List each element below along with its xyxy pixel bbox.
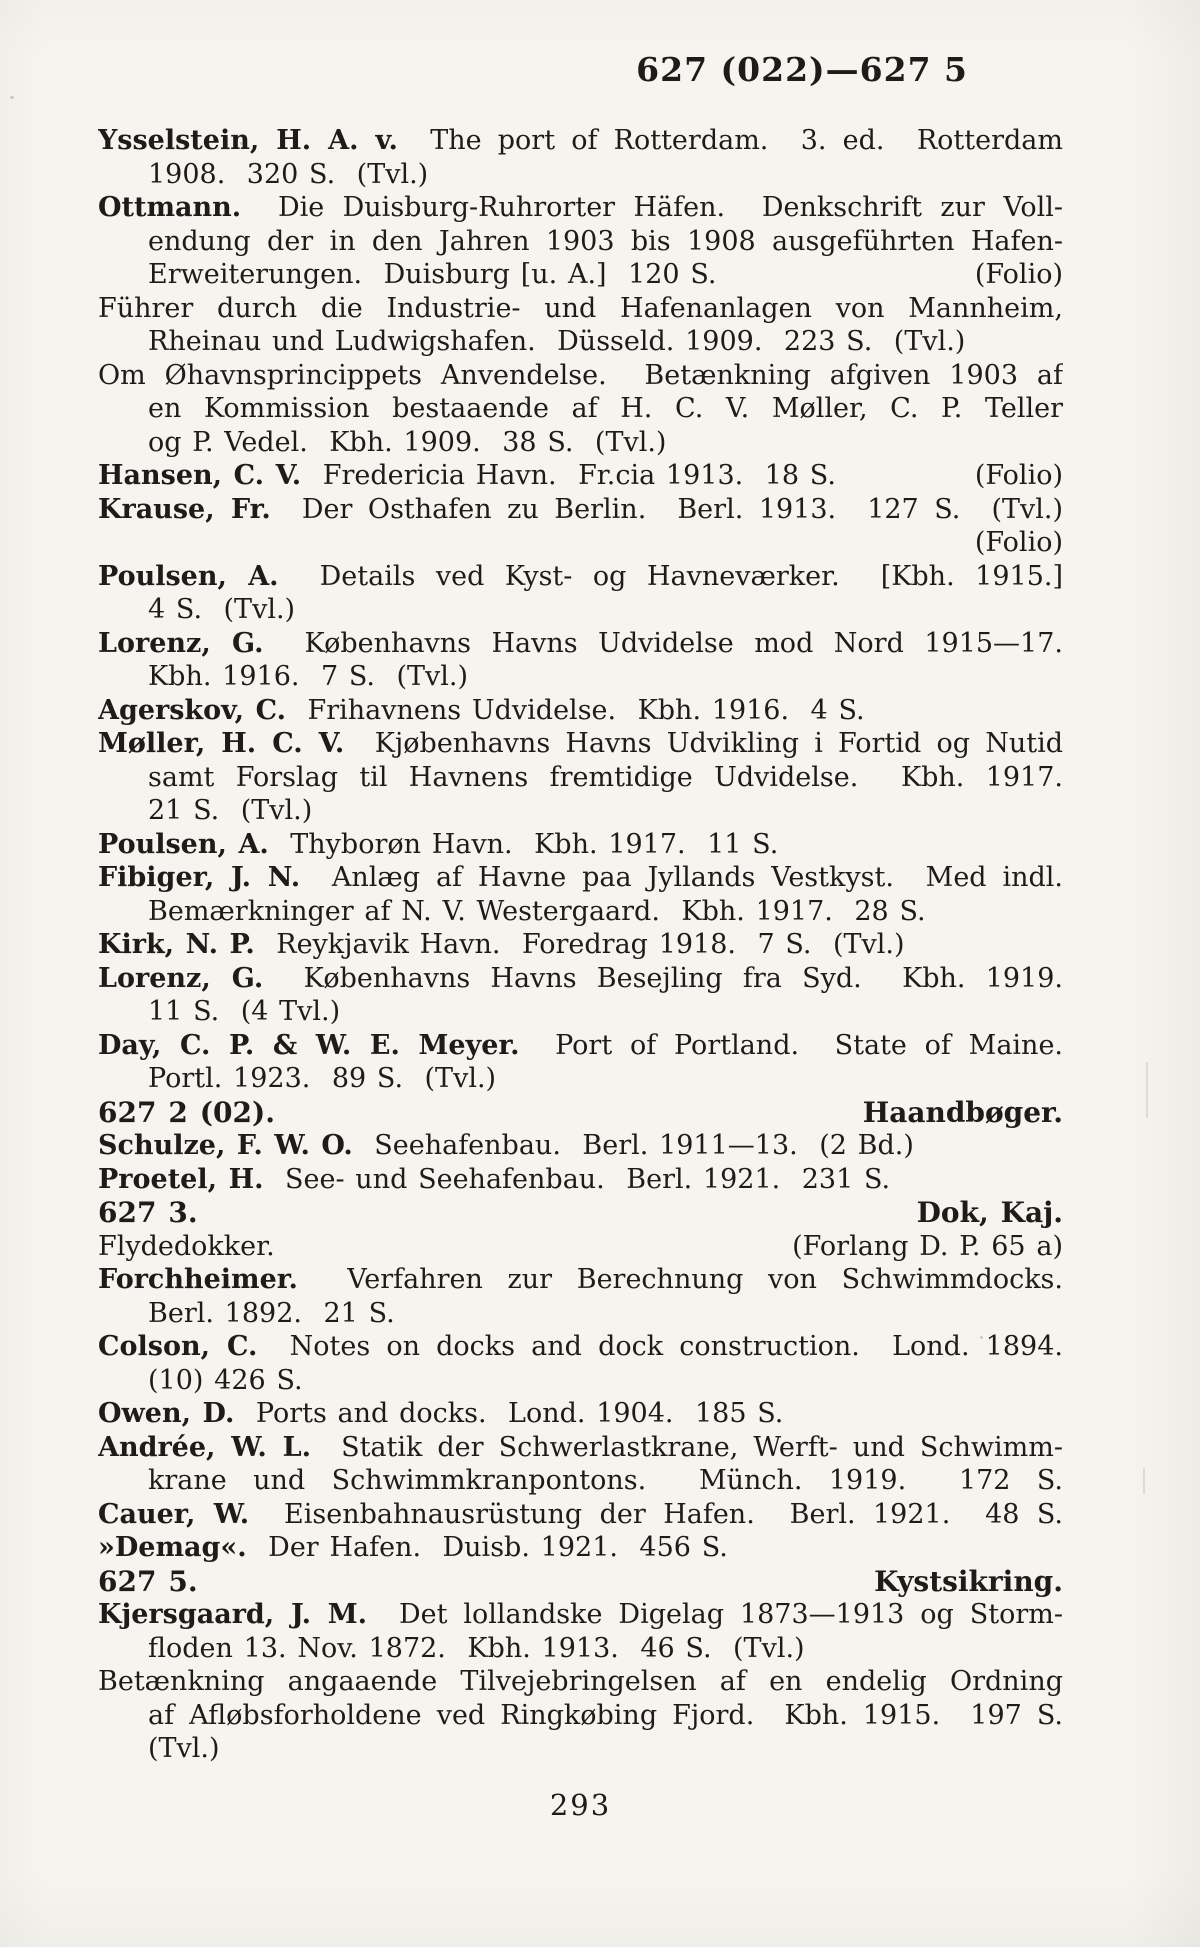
entry-line <box>98 694 1063 728</box>
entry-author: Owen, D. <box>98 1398 235 1429</box>
entry-text: Københavns Havns Udvidelse mod Nord 1915—17. <box>263 627 1063 659</box>
entry-line <box>98 1498 1063 1532</box>
entry-line <box>98 660 1063 694</box>
entry-line <box>98 1732 1063 1766</box>
entry-author: Andrée, W. L. <box>98 1431 312 1463</box>
entry-line <box>98 928 1063 962</box>
entry-line <box>98 526 1063 560</box>
entry-author: Kirk, N. P. <box>98 929 255 960</box>
entry-text: Om Øhavnsprincippets Anvendelse. Betænkning afgiven 1903 af <box>98 359 1063 391</box>
entry-text: Die Duisburg-Ruhrorter Häfen. Denkschrift zur Voll- <box>241 192 1063 223</box>
entry-line <box>98 1464 1063 1498</box>
split-left <box>98 459 836 493</box>
scan-speck <box>240 142 243 145</box>
entry-text: krane und Schwimmkranpontons. Münch. 1919. 172 S. <box>148 1465 1063 1496</box>
entry-author: Lorenz, G. <box>98 627 264 659</box>
page-number: 293 <box>549 1788 612 1822</box>
split-left <box>98 1230 275 1264</box>
entry-line <box>98 1364 1063 1398</box>
entry-line <box>98 627 1063 661</box>
entry-text: Anlæg af Havne paa Jyllands Vestkyst. Med indl. <box>300 862 1063 893</box>
entry-text: Frihavnens Udvidelse. Kbh. 1916. 4 S. <box>286 694 865 726</box>
entry-line <box>98 962 1063 996</box>
entry-text: (Tvl.) <box>148 1733 220 1764</box>
entry-line <box>98 191 1063 225</box>
entry-line <box>98 1699 1063 1733</box>
entry-line <box>98 1531 1063 1565</box>
entry-line <box>98 1129 1063 1163</box>
entry-line <box>98 1263 1063 1297</box>
entry-author: Lorenz, G. <box>98 962 264 994</box>
entry-text: Notes on docks and dock construction. Lond. 1894. <box>257 1331 1063 1362</box>
entry-line <box>98 1330 1063 1364</box>
entry-line <box>98 828 1063 862</box>
entry-text: Kbh. 1916. 7 S. (Tvl.) <box>148 661 469 692</box>
entry-text: Seehafenbau. Berl. 1911—13. (2 Bd.) <box>352 1130 914 1161</box>
entry-text: Betænkning angaaende Tilvejebringelsen af en endelig Ordning <box>98 1666 1063 1697</box>
split-right: (Folio) <box>974 460 1063 491</box>
split-left <box>98 1565 198 1599</box>
entry-text: samt Forslag til Havnens fremtidige Udvidelse. Kbh. 1917. <box>148 761 1063 793</box>
entry-text: Erweiterungen. Duisburg [u. A.] 120 S. <box>148 259 717 290</box>
entry-text: Ports and docks. Lond. 1904. 185 S. <box>234 1398 784 1429</box>
entry-author: Forchheimer. <box>98 1264 298 1295</box>
entry-line <box>98 493 1063 527</box>
entry-text: Kjøbenhavns Havns Udvikling i Fortid og Nutid <box>344 728 1063 759</box>
entry-line <box>98 325 1063 359</box>
entry-text: The port of Rotterdam. 3. ed. Rotterdam <box>397 125 1063 156</box>
entry-author: Hansen, C. V. <box>98 460 302 491</box>
entry-author: 627 3. <box>98 1196 198 1229</box>
entry-author: Fibiger, J. N. <box>98 862 301 893</box>
entry-line <box>98 727 1063 761</box>
entry-text: Portl. 1923. 89 S. (Tvl.) <box>148 1063 497 1094</box>
entry-text: Statik der Schwerlastkrane, Werft- und Schwimm- <box>311 1431 1063 1463</box>
entry-author: Ottmann. <box>98 192 242 223</box>
entry-line <box>98 225 1063 259</box>
entry-line <box>98 1665 1063 1699</box>
entry-line <box>98 593 1063 627</box>
entry-line <box>98 794 1063 828</box>
entry-author: Schulze, F. W. O. <box>98 1130 353 1161</box>
entry-text: Eisenbahnausrüstung der Hafen. Berl. 1921. 48 S. <box>249 1498 1063 1530</box>
classmark-header: 627 (022)—627 5 <box>636 50 968 89</box>
split-right: (Forlang D. P. 65 a) <box>792 1230 1063 1262</box>
entry-text: Verfahren zur Berechnung von Schwimmdocks. <box>297 1264 1063 1295</box>
scan-scratch <box>1143 1468 1145 1494</box>
scan-scratch <box>1146 1062 1148 1118</box>
entry-line <box>98 258 1063 292</box>
entry-line <box>98 1431 1063 1465</box>
entry-text: Flydedokker. <box>98 1230 275 1262</box>
entry-line <box>98 1397 1063 1431</box>
entry-line <box>98 124 1063 158</box>
split-right: Haandbøger. <box>862 1095 1063 1129</box>
entry-line <box>98 761 1063 795</box>
split-right: Kystsikring. <box>874 1564 1063 1598</box>
entry-line <box>98 1598 1063 1632</box>
entry-text: (Folio) <box>974 527 1063 558</box>
entry-line <box>98 1062 1063 1096</box>
entry-line <box>98 560 1063 594</box>
entry-text: en Kommission bestaaende af H. C. V. Møller, C. P. Teller <box>148 393 1063 424</box>
entry-line <box>98 158 1063 192</box>
split-right: Dok, Kaj. <box>916 1196 1063 1229</box>
scan-speck <box>980 1336 983 1339</box>
entry-author: Agerskov, C. <box>98 694 287 726</box>
entry-author: 627 5. <box>98 1564 198 1598</box>
entry-text: Det lollandske Digelag 1873—1913 og Storm- <box>367 1599 1063 1630</box>
split-left <box>98 1196 198 1230</box>
entry-line <box>98 426 1063 460</box>
entry-text: Details ved Kyst- og Havneværker. [Kbh. 1915.] <box>278 560 1063 592</box>
entry-text: See- und Seehafenbau. Berl. 1921. 231 S. <box>263 1163 891 1195</box>
entry-text: Der Osthafen zu Berlin. Berl. 1913. 127 S. (Tvl.) <box>270 493 1063 525</box>
entry-text: 4 S. (Tvl.) <box>148 594 296 625</box>
entry-line <box>98 1029 1063 1063</box>
entry-text: Thyborøn Havn. Kbh. 1917. 11 S. <box>268 828 779 860</box>
entry-line <box>98 359 1063 393</box>
entry-text: endung der in den Jahren 1903 bis 1908 ausgeführten Hafen- <box>148 225 1063 257</box>
entry-line <box>98 392 1063 426</box>
entry-line <box>98 995 1063 1029</box>
section-heading-line <box>98 1196 1063 1230</box>
entry-text: og P. Vedel. Kbh. 1909. 38 S. (Tvl.) <box>148 426 667 458</box>
entry-text: Rheinau und Ludwigshafen. Düsseld. 1909. 223 S. (Tvl.) <box>148 326 966 357</box>
entry-text: Fredericia Havn. Fr.cia 1913. 18 S. <box>301 460 836 491</box>
split-left <box>98 1096 275 1130</box>
entry-author: Colson, C. <box>98 1331 258 1362</box>
entry-author: Poulsen, A. <box>98 828 269 860</box>
entry-line <box>98 895 1063 929</box>
entry-line <box>98 459 1063 493</box>
entry-author: Ysselstein, H. A. v. <box>98 125 398 156</box>
entry-line <box>98 1632 1063 1666</box>
entry-author: 627 2 (02). <box>98 1095 275 1129</box>
entry-line <box>98 1230 1063 1264</box>
entry-author: Kjersgaard, J. M. <box>98 1599 368 1630</box>
entry-line <box>98 1163 1063 1197</box>
entry-line <box>98 861 1063 895</box>
entry-line <box>98 292 1063 326</box>
entry-text: Führer durch die Industrie- und Hafenanlagen von Mannheim, <box>98 292 1063 324</box>
entry-text: 1908. 320 S. (Tvl.) <box>148 158 429 190</box>
entry-author: »Demag«. <box>98 1532 247 1563</box>
entry-text: Der Hafen. Duisb. 1921. 456 S. <box>246 1532 728 1563</box>
entry-author: Proetel, H. <box>98 1163 264 1195</box>
scan-speck <box>10 96 14 99</box>
split-right: (Folio) <box>974 259 1063 290</box>
entry-lines <box>98 124 1063 1766</box>
entry-text: (10) 426 S. <box>148 1364 303 1396</box>
split-left <box>148 258 716 292</box>
entry-author: Møller, H. C. V. <box>98 728 345 759</box>
entry-text: af Afløbsforholdene ved Ringkøbing Fjord. Kbh. 1915. 197 S. <box>148 1699 1063 1731</box>
entry-text: Reykjavik Havn. Foredrag 1918. 7 S. (Tvl.) <box>254 929 905 960</box>
entry-text: Bemærkninger af N. V. Westergaard. Kbh. 1917. 28 S. <box>148 895 926 927</box>
section-heading-line <box>98 1096 1063 1130</box>
entry-text: Berl. 1892. 21 S. <box>148 1297 395 1329</box>
entry-author: Day, C. P. & W. E. Meyer. <box>98 1029 520 1061</box>
entry-author: Cauer, W. <box>98 1498 250 1530</box>
entry-author: Poulsen, A. <box>98 560 279 592</box>
section-heading-line <box>98 1565 1063 1599</box>
entry-line <box>98 1297 1063 1331</box>
entry-text: 11 S. (4 Tvl.) <box>148 996 341 1027</box>
entry-text: 21 S. (Tvl.) <box>148 795 313 826</box>
entry-author: Krause, Fr. <box>98 493 271 525</box>
entry-text: Port of Portland. State of Maine. <box>519 1029 1063 1061</box>
entry-text: floden 13. Nov. 1872. Kbh. 1913. 46 S. (Tvl.) <box>148 1632 805 1664</box>
entry-text: Københavns Havns Besejling fra Syd. Kbh. 1919. <box>263 962 1063 994</box>
